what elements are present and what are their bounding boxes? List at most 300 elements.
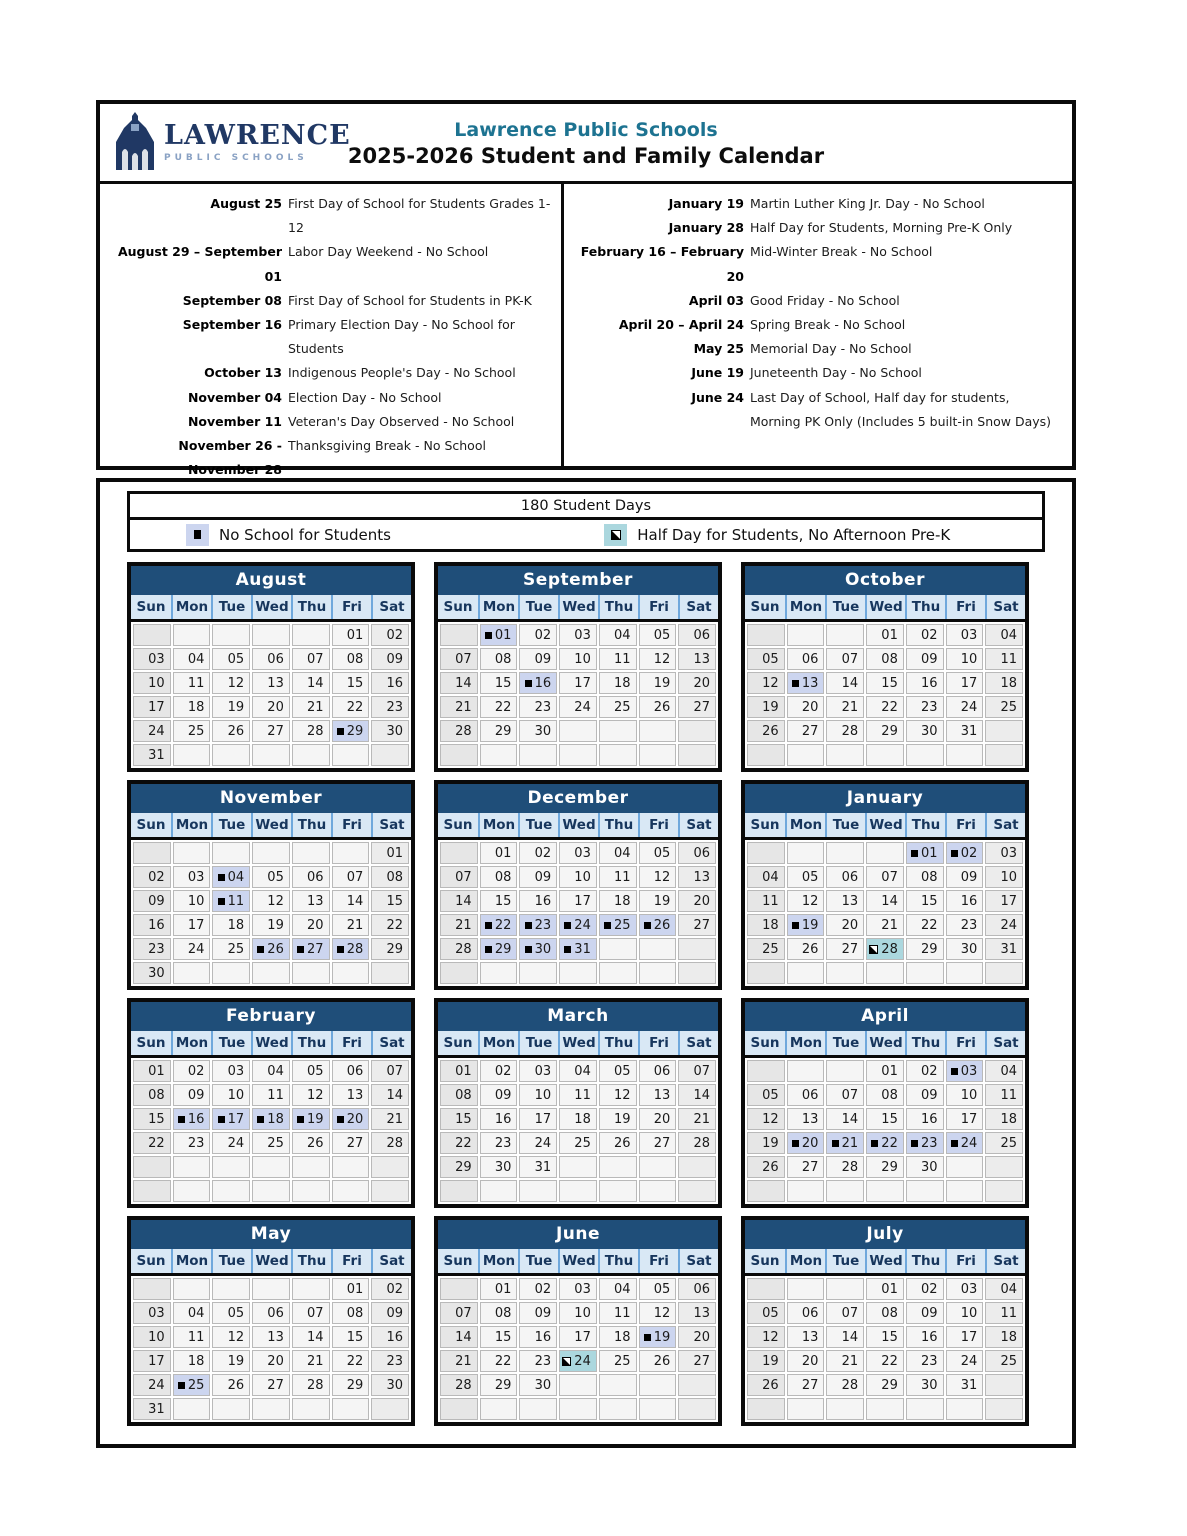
day-number: 28 <box>693 1135 710 1151</box>
day-cell <box>519 1060 557 1082</box>
key-date: April 20 – April 24 <box>618 317 744 333</box>
day-cell <box>678 1278 716 1300</box>
day-number: 04 <box>762 869 779 885</box>
day-number: 30 <box>534 1377 552 1393</box>
day-number: 23 <box>534 699 552 715</box>
day-number: 05 <box>307 1063 324 1079</box>
day-cell <box>440 1302 478 1324</box>
empty-cell <box>946 1156 984 1178</box>
day-cell <box>599 914 637 936</box>
legend-item-halfday <box>604 520 950 549</box>
day-number: 16 <box>921 1111 938 1127</box>
empty-cell <box>371 1156 409 1178</box>
month-title: April <box>745 1002 1025 1031</box>
day-cell <box>440 648 478 670</box>
key-date-row <box>564 216 1072 240</box>
weekday-header: Fri <box>331 1249 371 1273</box>
no-school-marker-icon <box>337 1116 344 1123</box>
day-number: 05 <box>653 1281 671 1297</box>
day-cell <box>866 1132 904 1154</box>
day-number: 02 <box>921 1281 938 1297</box>
day-cell <box>133 744 171 766</box>
day-number: 11 <box>187 675 205 691</box>
weekday-header-row <box>438 1249 718 1276</box>
day-cell <box>946 672 984 694</box>
day-number: 05 <box>762 1305 779 1321</box>
month-calendar <box>127 562 415 772</box>
day-cell <box>678 1060 716 1082</box>
day-cell <box>252 1302 290 1324</box>
day-cell <box>906 672 944 694</box>
day-cell <box>332 1302 370 1324</box>
month-title: March <box>438 1002 718 1031</box>
day-cell <box>906 1156 944 1178</box>
day-number: 15 <box>494 893 512 909</box>
day-number: 03 <box>148 651 165 667</box>
weekday-header: Wed <box>251 595 291 619</box>
weekday-header: Mon <box>478 595 518 619</box>
empty-cell <box>559 1180 597 1202</box>
month-calendar <box>434 998 722 1208</box>
month-grid <box>131 840 411 986</box>
day-cell <box>292 672 330 694</box>
weekday-header-row <box>131 813 411 840</box>
weekday-header: Wed <box>558 813 598 837</box>
day-cell <box>440 1326 478 1348</box>
day-number: 27 <box>801 1159 819 1175</box>
day-number: 26 <box>762 1159 779 1175</box>
day-cell <box>906 624 944 646</box>
day-cell <box>440 1132 478 1154</box>
empty-cell <box>292 744 330 766</box>
day-number: 14 <box>841 1329 859 1345</box>
day-cell <box>639 1278 677 1300</box>
empty-cell <box>946 744 984 766</box>
weekday-header: Fri <box>331 813 371 837</box>
day-cell <box>747 1302 785 1324</box>
day-number: 17 <box>187 917 205 933</box>
day-number: 24 <box>574 1353 591 1369</box>
day-cell <box>906 1060 944 1082</box>
day-cell <box>678 1084 716 1106</box>
day-cell <box>559 1350 597 1372</box>
day-cell <box>480 1374 518 1396</box>
empty-cell <box>599 1156 637 1178</box>
day-cell <box>866 914 904 936</box>
day-number: 23 <box>921 699 938 715</box>
day-cell <box>747 1084 785 1106</box>
day-number: 24 <box>574 917 591 933</box>
day-number: 14 <box>455 893 472 909</box>
empty-cell <box>173 1278 211 1300</box>
day-number: 31 <box>574 941 591 957</box>
day-number: 23 <box>386 699 403 715</box>
day-cell <box>173 914 211 936</box>
day-number: 18 <box>1000 1111 1017 1127</box>
day-cell <box>252 648 290 670</box>
no-school-marker-icon <box>257 946 264 953</box>
day-number: 29 <box>455 1159 472 1175</box>
day-number: 02 <box>534 627 552 643</box>
day-cell <box>826 1374 864 1396</box>
day-cell <box>212 914 250 936</box>
day-cell <box>292 890 330 912</box>
day-cell <box>332 624 370 646</box>
day-cell <box>173 696 211 718</box>
day-number: 09 <box>960 869 978 885</box>
day-number: 01 <box>386 845 403 861</box>
day-number: 14 <box>307 675 324 691</box>
day-number: 17 <box>534 1111 552 1127</box>
empty-cell <box>639 1156 677 1178</box>
empty-cell <box>866 842 904 864</box>
day-cell <box>559 842 597 864</box>
day-cell <box>133 1374 171 1396</box>
day-number: 08 <box>346 651 364 667</box>
weekday-header: Mon <box>171 813 211 837</box>
day-number: 30 <box>921 1377 938 1393</box>
key-date: September 16 <box>182 317 282 333</box>
empty-cell <box>212 1180 250 1202</box>
day-number: 18 <box>574 1111 591 1127</box>
day-number: 22 <box>455 1135 472 1151</box>
day-number: 29 <box>921 941 938 957</box>
weekday-header-row <box>438 595 718 622</box>
day-number: 13 <box>693 869 710 885</box>
day-cell <box>292 1084 330 1106</box>
day-number: 12 <box>307 1087 324 1103</box>
day-number: 22 <box>494 917 512 933</box>
empty-cell <box>332 1180 370 1202</box>
day-cell <box>599 1302 637 1324</box>
day-number: 15 <box>494 675 512 691</box>
day-number: 11 <box>762 893 779 909</box>
day-cell <box>332 1108 370 1130</box>
day-number: 24 <box>148 723 165 739</box>
key-date: January 28 <box>668 220 744 236</box>
day-cell <box>747 1132 785 1154</box>
day-cell <box>173 938 211 960</box>
month-calendar <box>741 780 1029 990</box>
day-number: 10 <box>960 1305 978 1321</box>
day-number: 29 <box>494 1377 512 1393</box>
empty-cell <box>639 1374 677 1396</box>
empty-cell <box>787 744 825 766</box>
day-number: 23 <box>187 1135 205 1151</box>
day-number: 07 <box>307 651 324 667</box>
day-cell <box>678 1302 716 1324</box>
key-date-row <box>104 361 561 385</box>
day-cell <box>787 696 825 718</box>
weekday-header: Sat <box>985 1031 1025 1055</box>
day-number: 16 <box>494 1111 512 1127</box>
day-number: 31 <box>960 723 978 739</box>
weekday-header-row <box>131 1031 411 1058</box>
day-number: 28 <box>386 1135 403 1151</box>
day-cell <box>787 914 825 936</box>
day-number: 02 <box>386 627 403 643</box>
day-cell <box>599 1326 637 1348</box>
day-cell <box>173 1132 211 1154</box>
day-number: 18 <box>187 1353 205 1369</box>
day-number: 01 <box>881 627 898 643</box>
day-number: 25 <box>187 1377 205 1393</box>
day-cell <box>440 890 478 912</box>
no-school-marker-icon <box>792 922 799 929</box>
day-cell <box>946 1326 984 1348</box>
day-cell <box>252 696 290 718</box>
empty-cell <box>292 1180 330 1202</box>
empty-cell <box>678 1398 716 1420</box>
day-cell <box>480 1132 518 1154</box>
day-cell <box>639 696 677 718</box>
day-number: 21 <box>841 699 859 715</box>
day-number: 17 <box>960 675 978 691</box>
empty-cell <box>332 842 370 864</box>
day-cell <box>678 696 716 718</box>
empty-cell <box>292 962 330 984</box>
day-number: 13 <box>267 675 284 691</box>
day-cell <box>599 672 637 694</box>
day-number: 23 <box>148 941 165 957</box>
month-grid <box>438 622 718 768</box>
day-cell <box>173 890 211 912</box>
day-cell <box>985 1302 1023 1324</box>
day-number: 07 <box>455 651 472 667</box>
day-number: 06 <box>693 1281 710 1297</box>
key-date-description: Mid-Winter Break - No School <box>750 244 933 260</box>
empty-cell <box>252 1398 290 1420</box>
empty-cell <box>133 624 171 646</box>
weekday-header: Mon <box>171 1031 211 1055</box>
empty-cell <box>133 842 171 864</box>
empty-cell <box>212 1278 250 1300</box>
day-cell <box>292 938 330 960</box>
day-number: 21 <box>455 1353 472 1369</box>
day-cell <box>946 1278 984 1300</box>
day-number: 10 <box>227 1087 245 1103</box>
day-cell <box>440 1108 478 1130</box>
weekday-header: Sun <box>443 817 473 833</box>
day-number: 18 <box>227 917 245 933</box>
day-cell <box>906 1326 944 1348</box>
empty-cell <box>787 842 825 864</box>
empty-cell <box>173 842 211 864</box>
day-number: 05 <box>227 651 245 667</box>
day-number: 27 <box>267 1377 284 1393</box>
day-cell <box>826 914 864 936</box>
day-cell <box>440 672 478 694</box>
day-number: 20 <box>801 699 819 715</box>
weekday-header: Fri <box>638 813 678 837</box>
day-number: 19 <box>227 1353 245 1369</box>
day-number: 03 <box>960 1281 978 1297</box>
empty-cell <box>332 744 370 766</box>
day-number: 28 <box>455 941 472 957</box>
day-number: 10 <box>574 651 591 667</box>
day-number: 16 <box>921 1329 938 1345</box>
day-cell <box>173 672 211 694</box>
empty-cell <box>747 624 785 646</box>
day-number: 12 <box>227 1329 245 1345</box>
day-number: 22 <box>494 1353 512 1369</box>
day-number: 29 <box>881 723 898 739</box>
day-number: 09 <box>386 1305 403 1321</box>
day-number: 17 <box>574 893 591 909</box>
day-cell <box>678 866 716 888</box>
day-number: 24 <box>534 1135 552 1151</box>
weekday-header: Thu <box>905 1249 945 1273</box>
empty-cell <box>747 1278 785 1300</box>
day-number: 31 <box>1000 941 1017 957</box>
no-school-marker-icon <box>792 1140 799 1147</box>
day-number: 12 <box>653 651 671 667</box>
day-number: 30 <box>494 1159 512 1175</box>
day-number: 03 <box>960 627 978 643</box>
day-cell <box>599 1060 637 1082</box>
day-number: 08 <box>921 869 938 885</box>
day-cell <box>480 1326 518 1348</box>
day-cell <box>866 696 904 718</box>
day-number: 25 <box>187 723 205 739</box>
empty-cell <box>252 1278 290 1300</box>
day-number: 11 <box>1000 651 1017 667</box>
day-number: 13 <box>307 893 324 909</box>
day-number: 15 <box>881 675 898 691</box>
day-cell <box>599 1350 637 1372</box>
day-cell <box>133 672 171 694</box>
district-logo <box>112 112 351 172</box>
day-number: 19 <box>762 1353 779 1369</box>
key-dates-left-column <box>100 184 564 478</box>
day-cell <box>826 1084 864 1106</box>
day-cell <box>252 914 290 936</box>
day-cell <box>519 1132 557 1154</box>
no-school-marker-icon <box>564 946 571 953</box>
day-cell <box>826 1132 864 1154</box>
empty-cell <box>559 1156 597 1178</box>
day-number: 10 <box>960 651 978 667</box>
empty-cell <box>826 1180 864 1202</box>
empty-cell <box>559 720 597 742</box>
day-cell <box>480 720 518 742</box>
empty-cell <box>440 1278 478 1300</box>
day-cell <box>371 1302 409 1324</box>
day-cell <box>747 866 785 888</box>
day-cell <box>480 938 518 960</box>
day-number: 25 <box>1000 1353 1017 1369</box>
day-cell <box>371 938 409 960</box>
empty-cell <box>440 842 478 864</box>
weekday-header: Sat <box>371 1031 411 1055</box>
key-date-description: Last Day of School, Half day for students, Morning PK Only (Includes 5 built-in Snow Days) <box>750 389 1052 429</box>
day-cell <box>985 890 1023 912</box>
day-number: 20 <box>801 1353 819 1369</box>
day-number: 18 <box>267 1111 284 1127</box>
key-date-row <box>564 289 1072 313</box>
day-number: 06 <box>267 1305 284 1321</box>
no-school-marker-icon <box>297 946 304 953</box>
day-number: 14 <box>307 1329 324 1345</box>
day-number: 17 <box>960 1111 978 1127</box>
no-school-marker-icon <box>951 1068 958 1075</box>
empty-cell <box>787 1278 825 1300</box>
day-cell <box>559 866 597 888</box>
day-number: 05 <box>267 869 284 885</box>
month-grid <box>745 840 1025 986</box>
day-number: 11 <box>187 1329 205 1345</box>
day-number: 18 <box>614 1329 631 1345</box>
empty-cell <box>212 1398 250 1420</box>
weekday-header-row <box>131 1249 411 1276</box>
key-date-row <box>104 434 561 482</box>
day-number: 28 <box>841 1377 859 1393</box>
day-number: 29 <box>881 1377 898 1393</box>
weekday-header: Wed <box>865 1249 905 1273</box>
day-cell <box>519 672 557 694</box>
day-number: 20 <box>693 1329 710 1345</box>
day-cell <box>133 1326 171 1348</box>
day-number: 14 <box>346 893 364 909</box>
day-cell <box>519 866 557 888</box>
day-number: 17 <box>227 1111 245 1127</box>
empty-cell <box>133 1278 171 1300</box>
day-number: 31 <box>534 1159 552 1175</box>
key-date-description: Veteran's Day Observed - No School <box>288 413 515 429</box>
weekday-header: Wed <box>558 1249 598 1273</box>
day-cell <box>639 866 677 888</box>
day-cell <box>946 938 984 960</box>
day-cell <box>559 1060 597 1082</box>
key-date-row <box>104 289 561 313</box>
day-cell <box>599 1084 637 1106</box>
day-number: 25 <box>614 917 631 933</box>
empty-cell <box>292 1156 330 1178</box>
day-number: 28 <box>841 723 859 739</box>
no-school-marker-icon <box>604 922 611 929</box>
day-cell <box>480 1108 518 1130</box>
empty-cell <box>946 1398 984 1420</box>
no-school-marker-icon <box>871 1140 878 1147</box>
day-number: 10 <box>148 675 165 691</box>
day-cell <box>906 914 944 936</box>
month-title: August <box>131 566 411 595</box>
day-cell <box>371 720 409 742</box>
day-number: 15 <box>346 1329 364 1345</box>
key-date-description: First Day of School for Students in PK-K <box>288 292 532 308</box>
weekday-header: Mon <box>478 813 518 837</box>
day-number: 06 <box>801 1305 819 1321</box>
day-cell <box>480 648 518 670</box>
day-number: 07 <box>307 1305 324 1321</box>
month-grid <box>131 1058 411 1204</box>
empty-cell <box>212 962 250 984</box>
month-calendar <box>741 998 1029 1208</box>
key-date-description: Labor Day Weekend - No School <box>288 244 489 260</box>
key-date-description: Election Day - No School <box>288 389 442 405</box>
day-cell <box>480 866 518 888</box>
empty-cell <box>678 962 716 984</box>
day-number: 12 <box>227 675 245 691</box>
empty-cell <box>826 744 864 766</box>
day-number: 04 <box>614 845 631 861</box>
day-number: 27 <box>693 917 710 933</box>
day-number: 16 <box>534 675 552 691</box>
day-cell <box>826 1302 864 1324</box>
day-cell <box>906 1278 944 1300</box>
day-number: 01 <box>148 1063 165 1079</box>
day-cell <box>332 1084 370 1106</box>
